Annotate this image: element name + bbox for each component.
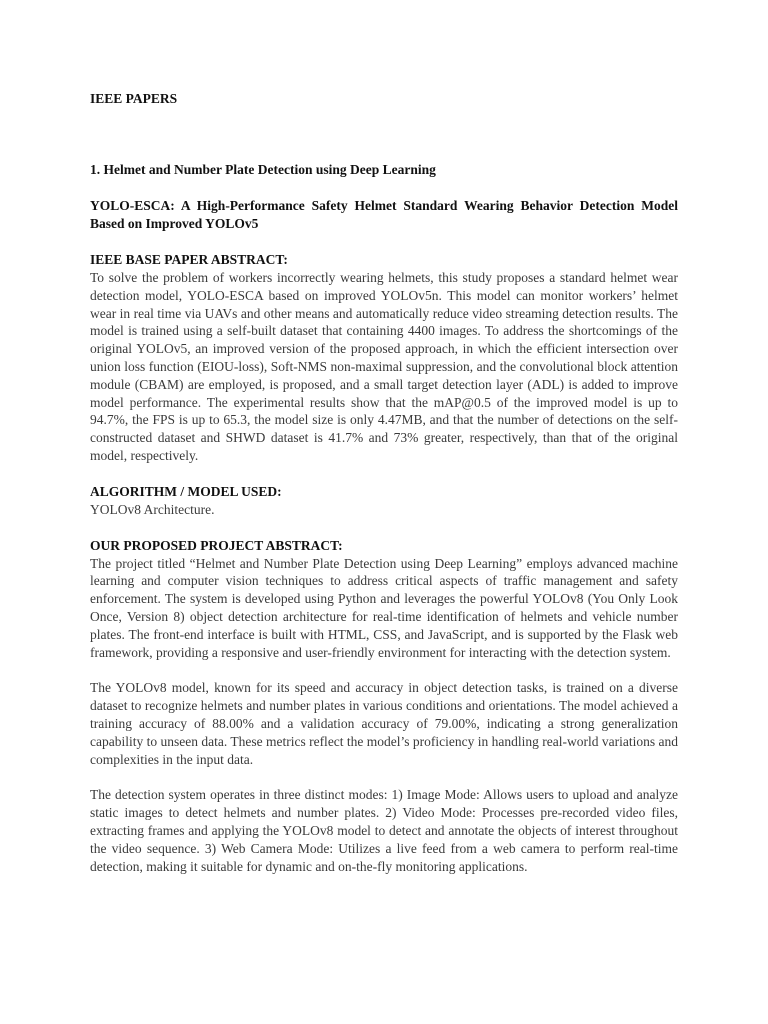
base-abstract-text: To solve the problem of workers incorrectly wearing helmets, this study proposes a standard helmet wear detection model, YOLO-ESCA based on improved YOLOv5n. This model can monitor workers’ helmet wear in real time via UAVs and other means and automatically reduce video streaming detection results. The model is trained using a self-built dataset that containing 4400 images. To address the shortcomings of the original YOLOv5, an improved version of the proposed approach, in which the efficient intersection over union loss function (EIOU-loss), Soft-NMS non-maximal suppression, and the convolutional block attention module (CBAM) are employed, is proposed, and a small target detection layer (ADL) is added to improve model performance. The experimental results show that the mAP@0.5 of the improved model is up to 94.7%, the FPS is up to 65.3, the model size is only 4.47MB, and that the number of detections on the self-constructed dataset and SHWD dataset is 41.7% and 73% greater, respectively, than that of the original model, respectively. — [90, 270, 678, 463]
base-abstract-heading: IEEE BASE PAPER ABSTRACT: — [90, 252, 288, 267]
proposed-abstract-paragraph: The YOLOv8 model, known for its speed and accuracy in object detection tasks, is trained on a diverse dataset to recognize helmets and number plates in various conditions and orientations. The model achieved a training accuracy of 88.00% and a validation accuracy of 79.00%, indicating a strong generalization capability to unseen data. These metrics reflect the model’s proficiency in handling real-world variations and complexities in the input data. — [90, 680, 678, 767]
proposed-abstract-heading: OUR PROPOSED PROJECT ABSTRACT: — [90, 537, 343, 553]
algorithm-text: YOLOv8 Architecture. — [90, 501, 215, 517]
proposed-abstract-paragraph: The project titled “Helmet and Number Plate Detection using Deep Learning” employs advanced machine learning and computer vision techniques to address critical aspects of traffic management and safety enforcement. The system is developed using Python and leverages the powerful YOLOv8 (You Only Look Once, Version 8) object detection architecture for real-time identification of helmets and vehicle number plates. The front-end interface is built with HTML, CSS, and JavaScript, and is supported by the Flask web framework, providing a responsive and user-friendly environment for interacting with the detection system. — [90, 555, 678, 660]
algorithm-section — [90, 483, 678, 519]
proposed-abstract-paragraph: The detection system operates in three distinct modes: 1) Image Mode: Allows users to upload and analyze static images to detect helmets and number plates. 2) Video Mode: Processes pre-recorded video files, extracting frames and applying the YOLOv8 model to detect and annotate the objects of interest throughout the video sequence. 3) Web Camera Mode: Utilizes a live feed from a web camera to perform real-time detection, making it suitable for dynamic and on-the-fly monitoring applications. — [90, 787, 678, 874]
proposed-abstract-section — [90, 537, 678, 876]
paper-title: YOLO-ESCA: A High-Performance Safety Helmet Standard Wearing Behavior Detection Model Based on Improved YOLOv5 — [90, 198, 678, 231]
project-title: 1. Helmet and Number Plate Detection using Deep Learning — [90, 162, 436, 177]
document-page — [90, 90, 678, 875]
base-abstract-section — [90, 251, 678, 465]
page-title: IEEE PAPERS — [90, 91, 178, 106]
algorithm-heading: ALGORITHM / MODEL USED: — [90, 483, 282, 499]
